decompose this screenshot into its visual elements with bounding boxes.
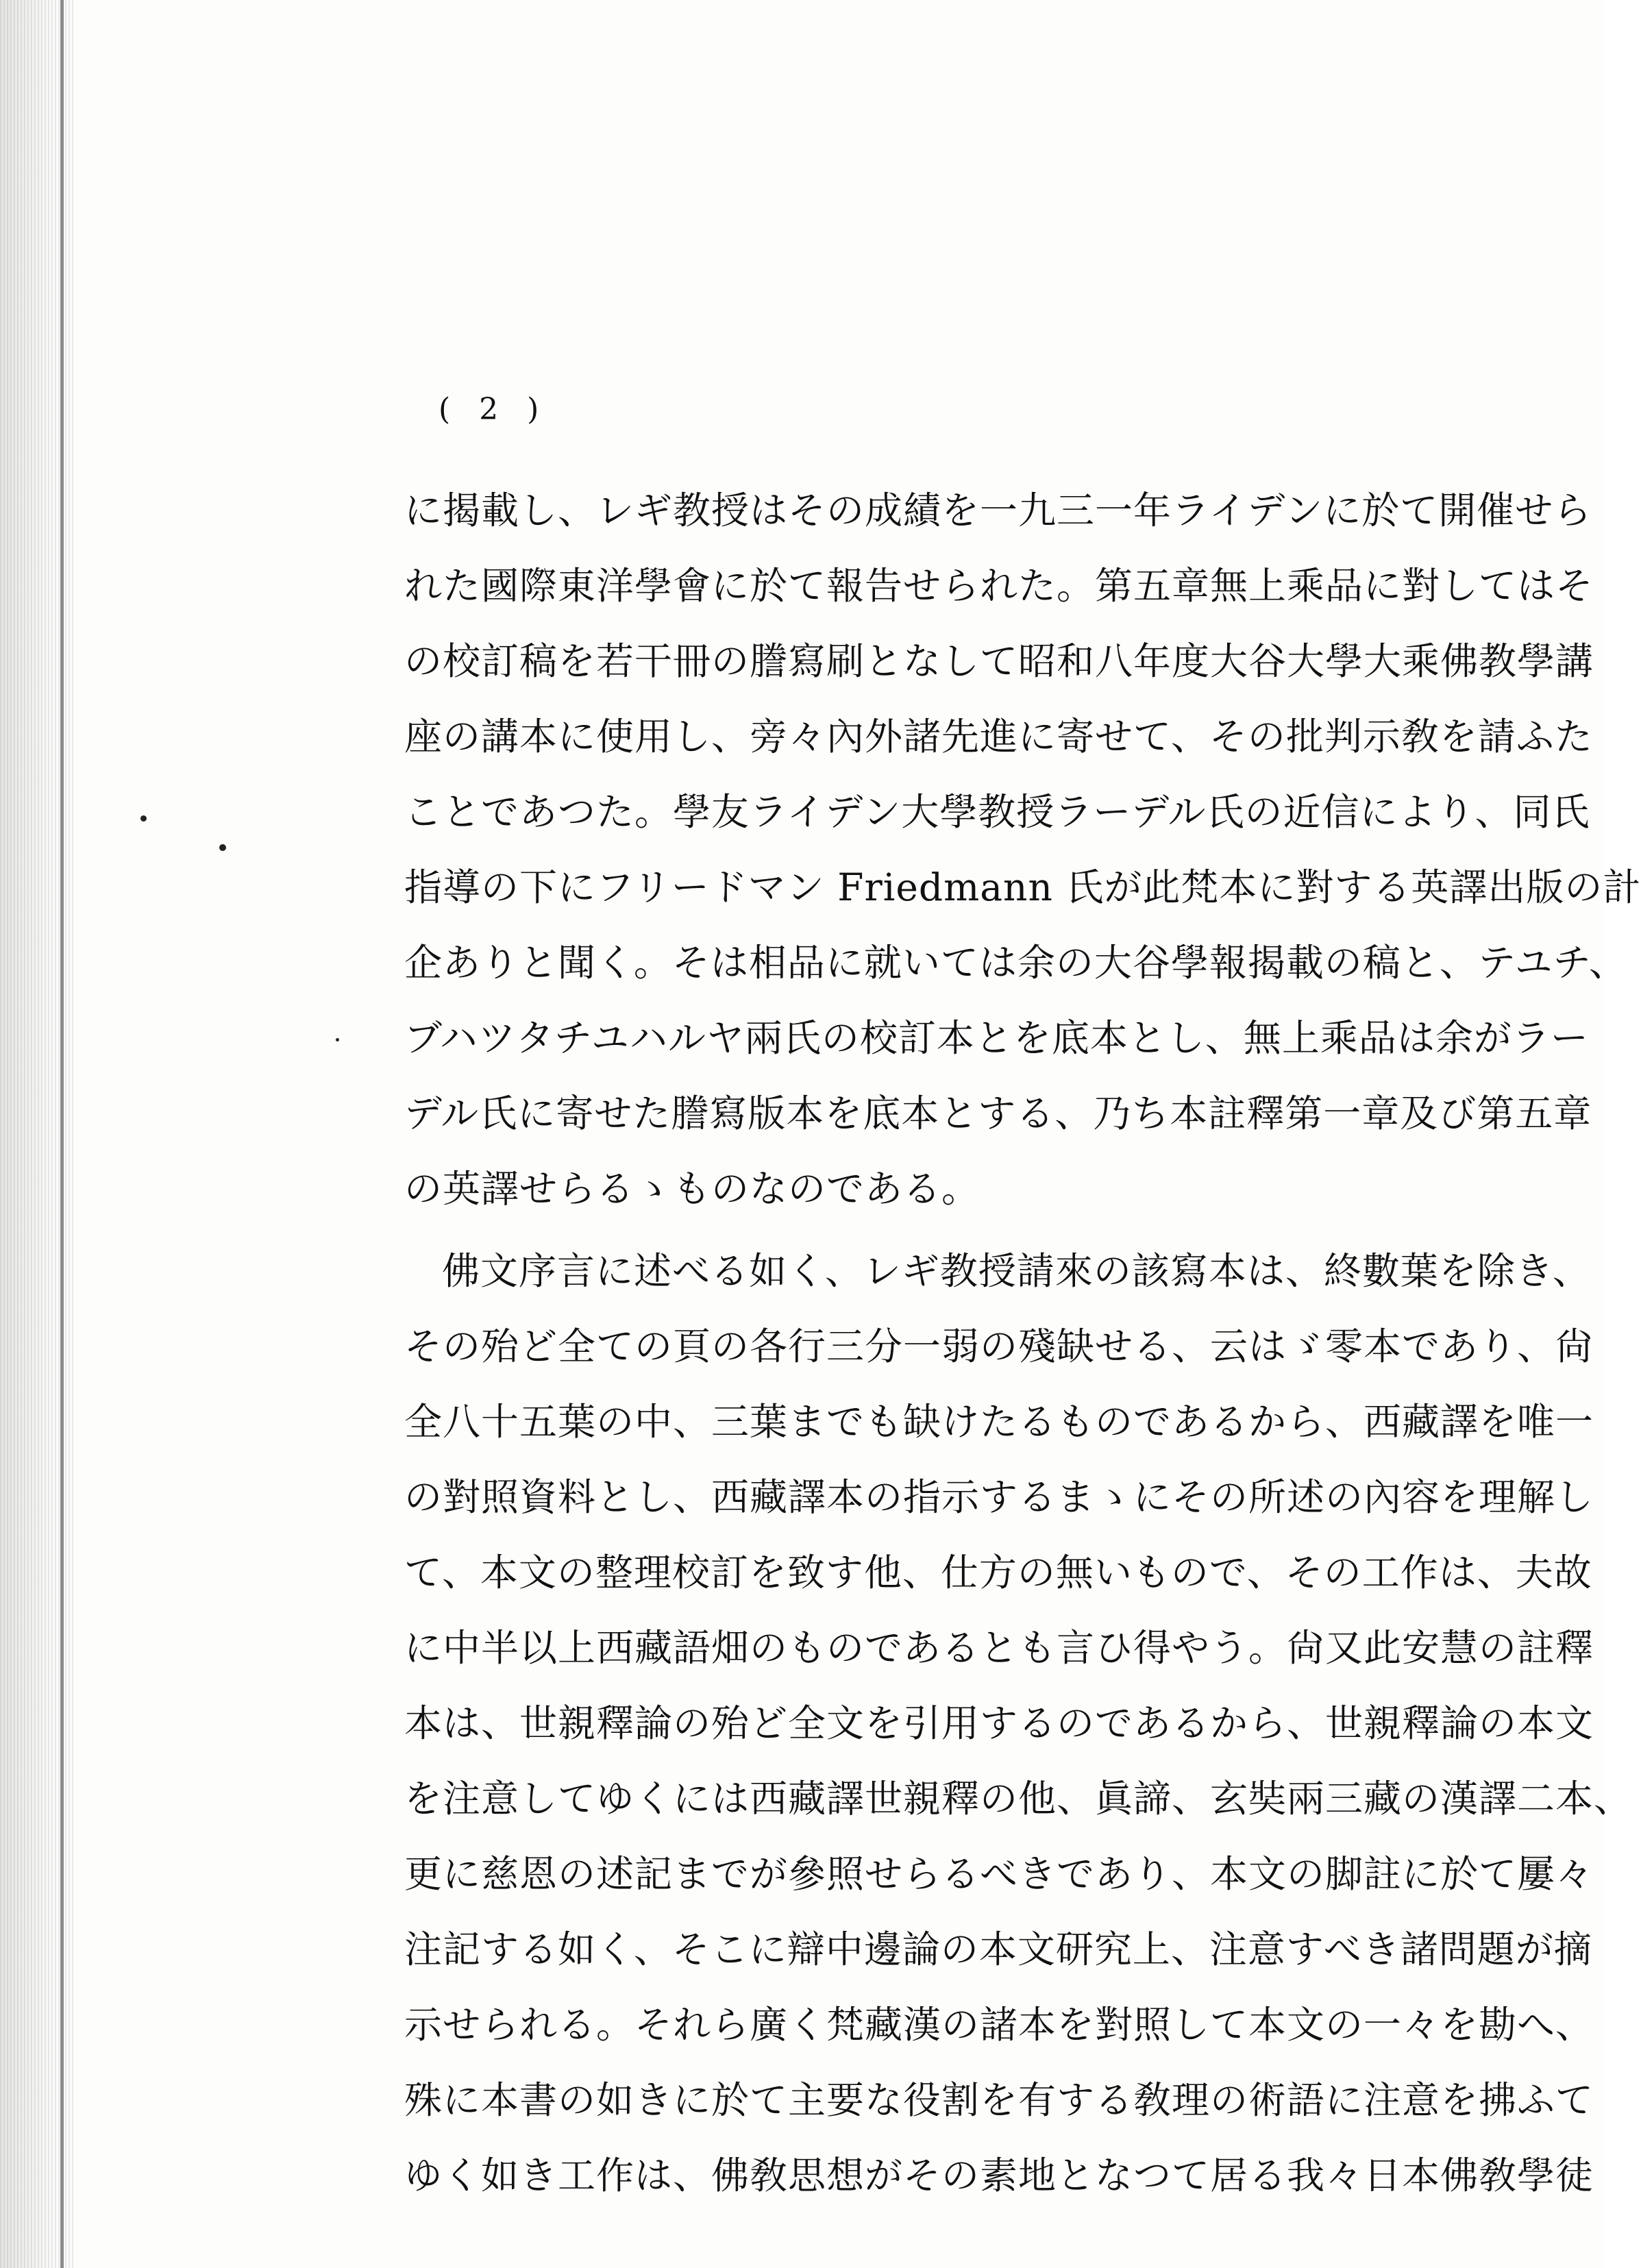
binding-line	[60, 0, 64, 2268]
text-line: に中半以上西藏語畑のものであるとも言ひ得やう。尙又此安慧の註釋	[404, 1626, 1594, 1670]
text-line: 企ありと聞く。そは相品に就いては余の大谷學報揭載の稿と、テユチ、	[404, 941, 1627, 985]
text-line: の校訂稿を若干冊の謄寫刷となして昭和八年度大谷大學大乘佛教學講	[404, 639, 1594, 683]
text-line: 座の講本に使用し、旁々內外諸先進に寄せて、その批判示敎を請ふた	[404, 715, 1593, 759]
text-line: れた國際東洋學會に於て報告せられた。第五章無上乘品に對してはそ	[404, 564, 1594, 608]
text-line: 注記する如く、そこに辯中邊論の本文研究上、注意すべき諸問題が摘	[404, 1927, 1592, 1971]
text-line: デル氏に寄せた謄寫版本を底本とする、乃ち本註釋第一章及び第五章	[404, 1092, 1592, 1135]
body-text	[404, 473, 1641, 2227]
text-line: 指導の下にフリードマン Friedmann 氏が此梵本に對する英譯出版の計	[404, 865, 1641, 909]
scan-speck	[336, 1038, 339, 1041]
text-line: 示せられる。それら廣く梵藏漢の諸本を對照して本文の一々を勘へ、	[404, 2003, 1594, 2047]
text-line: その殆ど全ての頁の各行三分一弱の殘缺せる、云はゞ零本であり、尙	[404, 1324, 1594, 1368]
scan-speck	[140, 815, 147, 822]
text-line: ことであつた。學友ライデン大學教授ラーデル氏の近信により、同氏	[404, 790, 1590, 834]
text-line: の對照資料とし、西藏譯本の指示するまゝにその所述の內容を理解し	[404, 1475, 1594, 1519]
text-line: 更に慈恩の述記までが參照せらるべきであり、本文の脚註に於て屢々	[404, 1852, 1594, 1896]
text-line: て、本文の整理校訂を致す他、仕方の無いもので、その工作は、夫故	[404, 1551, 1592, 1594]
text-line: ゆく如き工作は、佛敎思想がその素地となつて居る我々日本佛敎學徒	[404, 2154, 1594, 2197]
text-line: 全八十五葉の中、三葉までも缺けたるものであるから、西藏譯を唯一	[404, 1400, 1594, 1444]
paragraph-first-line: 佛文序言に述べる如く、レギ教授請來の該寫本は、終數葉を除き、	[442, 1249, 1591, 1293]
text-line: の英譯せらるゝものなのである。	[404, 1167, 980, 1211]
text-line: 殊に本書の如きに於て主要な役割を有する敎理の術語に注意を拂ふて	[404, 2078, 1594, 2122]
text-line: に揭載し、レギ教授はその成績を一九三一年ライデンに於て開催せら	[404, 489, 1592, 532]
text-line: 本は、世親釋論の殆ど全文を引用するのであるから、世親釋論の本文	[404, 1701, 1594, 1745]
text-line: を注意してゆくには西藏譯世親釋の他、眞諦、玄奘兩三藏の漢譯二本、	[404, 1777, 1633, 1821]
binding-edge	[0, 0, 75, 2268]
scan-speck	[219, 844, 226, 851]
text-line: ブハツタチユハルヤ兩氏の校訂本とを底本とし、無上乘品は余がラー	[404, 1016, 1589, 1060]
page-number: ( 2 )	[439, 392, 549, 427]
